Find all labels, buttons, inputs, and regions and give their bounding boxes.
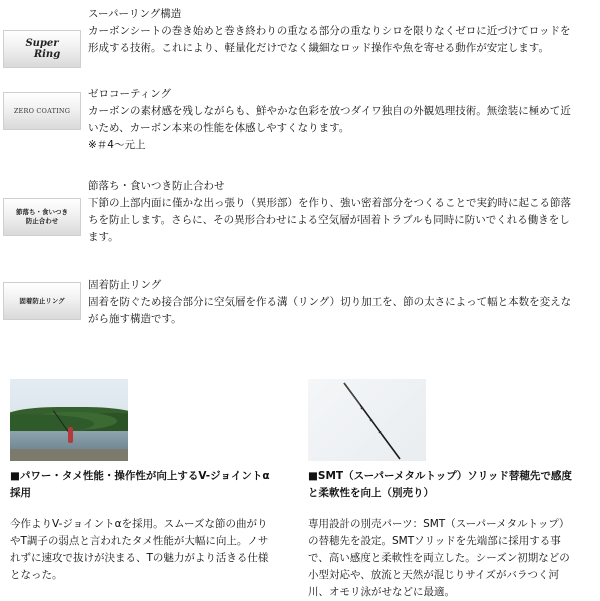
caption-line: と柔軟性を向上（別売り） [308,487,434,499]
feature-line: カーボンの素材感を残しながらも、鮮やかな色彩を放つダイワ独自の外観処理技術。無塗装に極めて近 [88,105,571,117]
feature-title: 節落ち・食いつき防止合わせ [88,180,225,192]
smt-caption [308,468,598,502]
caption-line: ■パワー・タメ性能・操作性が向上するV-ジョイントα [10,470,270,482]
body-line: 川、オモリ泳がせなどに最適。 [308,586,455,598]
rod-tip-photo [308,379,426,461]
photo-angler [68,427,73,443]
caption-line: ■SMT（スーパーメタルトップ）ソリッド替穂先で感度 [308,470,572,482]
badge-word-2: 防止合わせ [25,217,59,225]
badge-word-1: ZERO COATING [13,107,71,115]
feature-title: スーパーリング構造 [88,8,182,20]
river-fishing-photo [10,379,128,461]
badge-word-2: Ring [33,49,61,60]
feature-line: ちを防止します。さらに、その異形合わせによる空気層が固着トラブルも同時に防いでくれる働きをし [88,214,570,226]
caption-line: 採用 [10,487,31,499]
feature-line: がら施す構造です。 [88,313,182,325]
v-joint-caption [10,468,298,502]
feature-line: ます。 [88,231,119,243]
body-line: で、高い感度と柔軟性を両立した。シーズン初期などの [308,552,570,564]
badge-word-1: 固着防止リング [19,296,65,305]
feature-text [88,6,594,57]
feature-text [88,277,594,328]
feature-line: カーボンシートの巻き始めと巻き終わりの重なる部分の重なりシロを限りなくゼロに近づけてロッドを [88,25,571,37]
body-line: の替穂先を設定。SMTソリッドを先端部に採用する事 [308,535,561,547]
zero-coating-logo [3,92,81,130]
feature-text [88,86,594,154]
feature-line: 下節の上部内面に僅かな出っ張り（異形部）を作り、強い密着部分をつくることで実釣時に起こる節落 [88,197,571,209]
feature-text [88,178,594,246]
feature-line: 形成する技術。これにより、軽量化だけでなく繊細なロッド操作や魚を寄せる動作が安定します。 [88,42,549,54]
body-line: 今作よりV-ジョイントαを採用。スムーズな節の曲がり [10,518,268,530]
feature-title: 固着防止リング [88,279,162,291]
body-line: れずに速攻で抜けが決まる、Tの魅力がより活きる仕様 [10,552,269,564]
feature-title: ゼロコーティング [88,88,171,100]
body-line: やT調子の弱点と言われたタメ性能が大幅に向上。ノサ [10,535,269,547]
anti-stick-ring-logo [3,282,81,320]
feature-line: 固着を防ぐため接合部分に空気層を作る溝（リング）切り加工を、節の太さによって幅と本数を変えな [88,296,572,308]
super-ring-logo [3,30,81,68]
smt-description [308,516,598,601]
photo-shore [10,449,128,461]
body-line: 専用設計の別売パーツ：SMT（スーパーメタルトップ） [308,518,570,530]
badge-word-1: Super [25,38,59,49]
rod-tip-drawing [308,379,426,461]
badge-word-1: 節落ち・食いつき [16,208,68,216]
anti-drop-fit-logo [3,198,81,236]
feature-line: いため、カーボン本来の性能を体感しやすくなります。 [88,122,350,134]
v-joint-description [10,516,298,584]
body-line: 小型対応や、放流と天然が混じりサイズがバラつく河 [308,569,559,581]
feature-line: ※＃4〜元上 [88,139,146,151]
body-line: となった。 [10,569,63,581]
